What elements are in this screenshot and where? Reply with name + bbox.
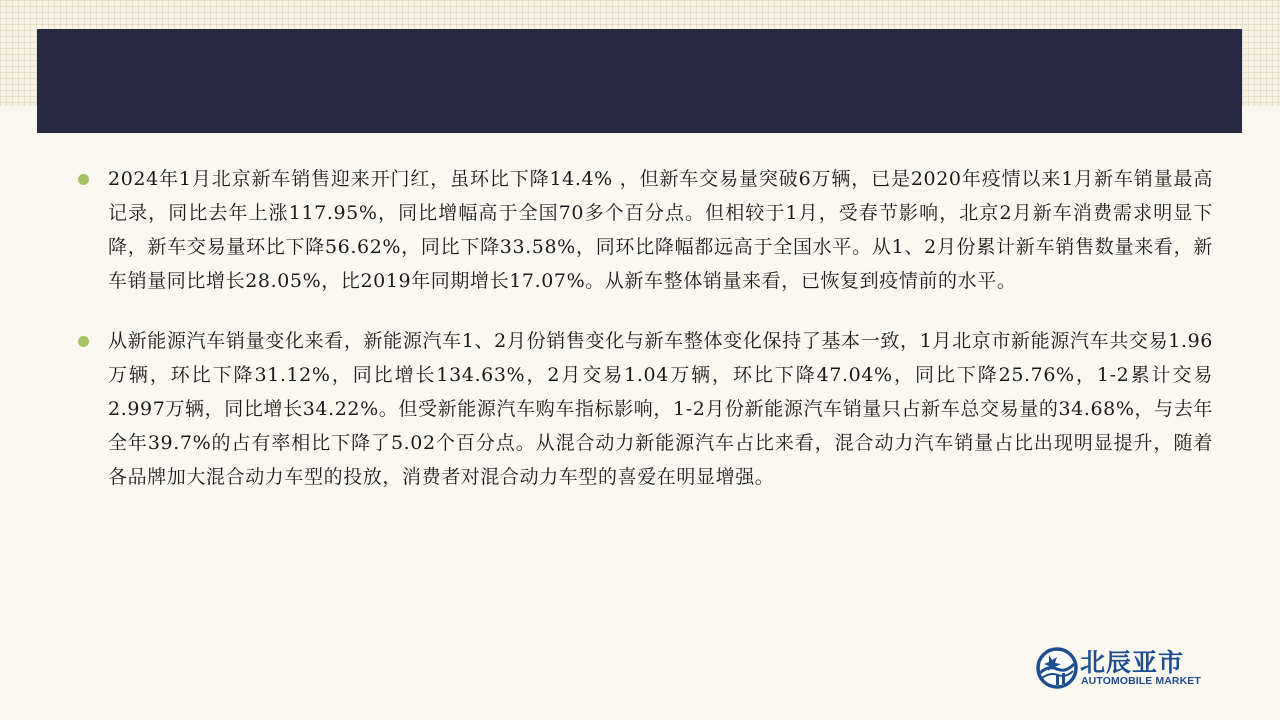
paragraph-new-car-sales	[78, 162, 1213, 298]
paragraph-text: 从新能源汽车销量变化来看，新能源汽车1、2月份销售变化与新车整体变化保持了基本一致，1月北京市新能源汽车共交易1.96万辆，环比下降31.12%，同比增长134.63%，2月交易1.04万辆，环比下降47.04%，同比下降25.76%，1-2累计交易2.997万辆，同比增长34.22%。但受新能源汽车购车指标影响，1-2月份新能源汽车销量只占新车总交易量的34.68%，与去年全年39.7%的占有率相比下降了5.02个百分点。从混合动力新能源汽车占比来看，混合动力汽车销量占比出现明显提升，随着各品牌加大混合动力车型的投放，消费者对混合动力车型的喜爱在明显增强。	[108, 330, 1213, 488]
globe-wheel-emblem-icon	[1036, 647, 1078, 689]
paragraph-text: 2024年1月北京新车销售迎来开门红，虽环比下降14.4% ，但新车交易量突破6万辆，已是2020年疫情以来1月新车销量最高记录，同比去年上涨117.95%，同比增幅高于全国70多个百分点。但相较于1月，受春节影响，北京2月新车消费需求明显下降，新车交易量环比下降56.62%，同比下降33.58%，同环比降幅都远高于全国水平。从1、2月份累计新车销售数量来看，新车销量同比增长28.05%，比2019年同期增长17.07%。从新车整体销量来看，已恢复到疫情前的水平。	[108, 168, 1213, 292]
title-bar	[37, 29, 1242, 133]
bullet-dot-icon	[78, 174, 89, 185]
logo-chinese-name: 北辰亚市	[1080, 648, 1185, 677]
logo-english-name: AUTOMOBILE MARKET	[1081, 675, 1201, 687]
company-logo	[1036, 647, 1211, 689]
slide-body	[78, 162, 1213, 520]
bullet-dot-icon	[78, 336, 89, 347]
paragraph-nev-sales	[78, 324, 1213, 494]
